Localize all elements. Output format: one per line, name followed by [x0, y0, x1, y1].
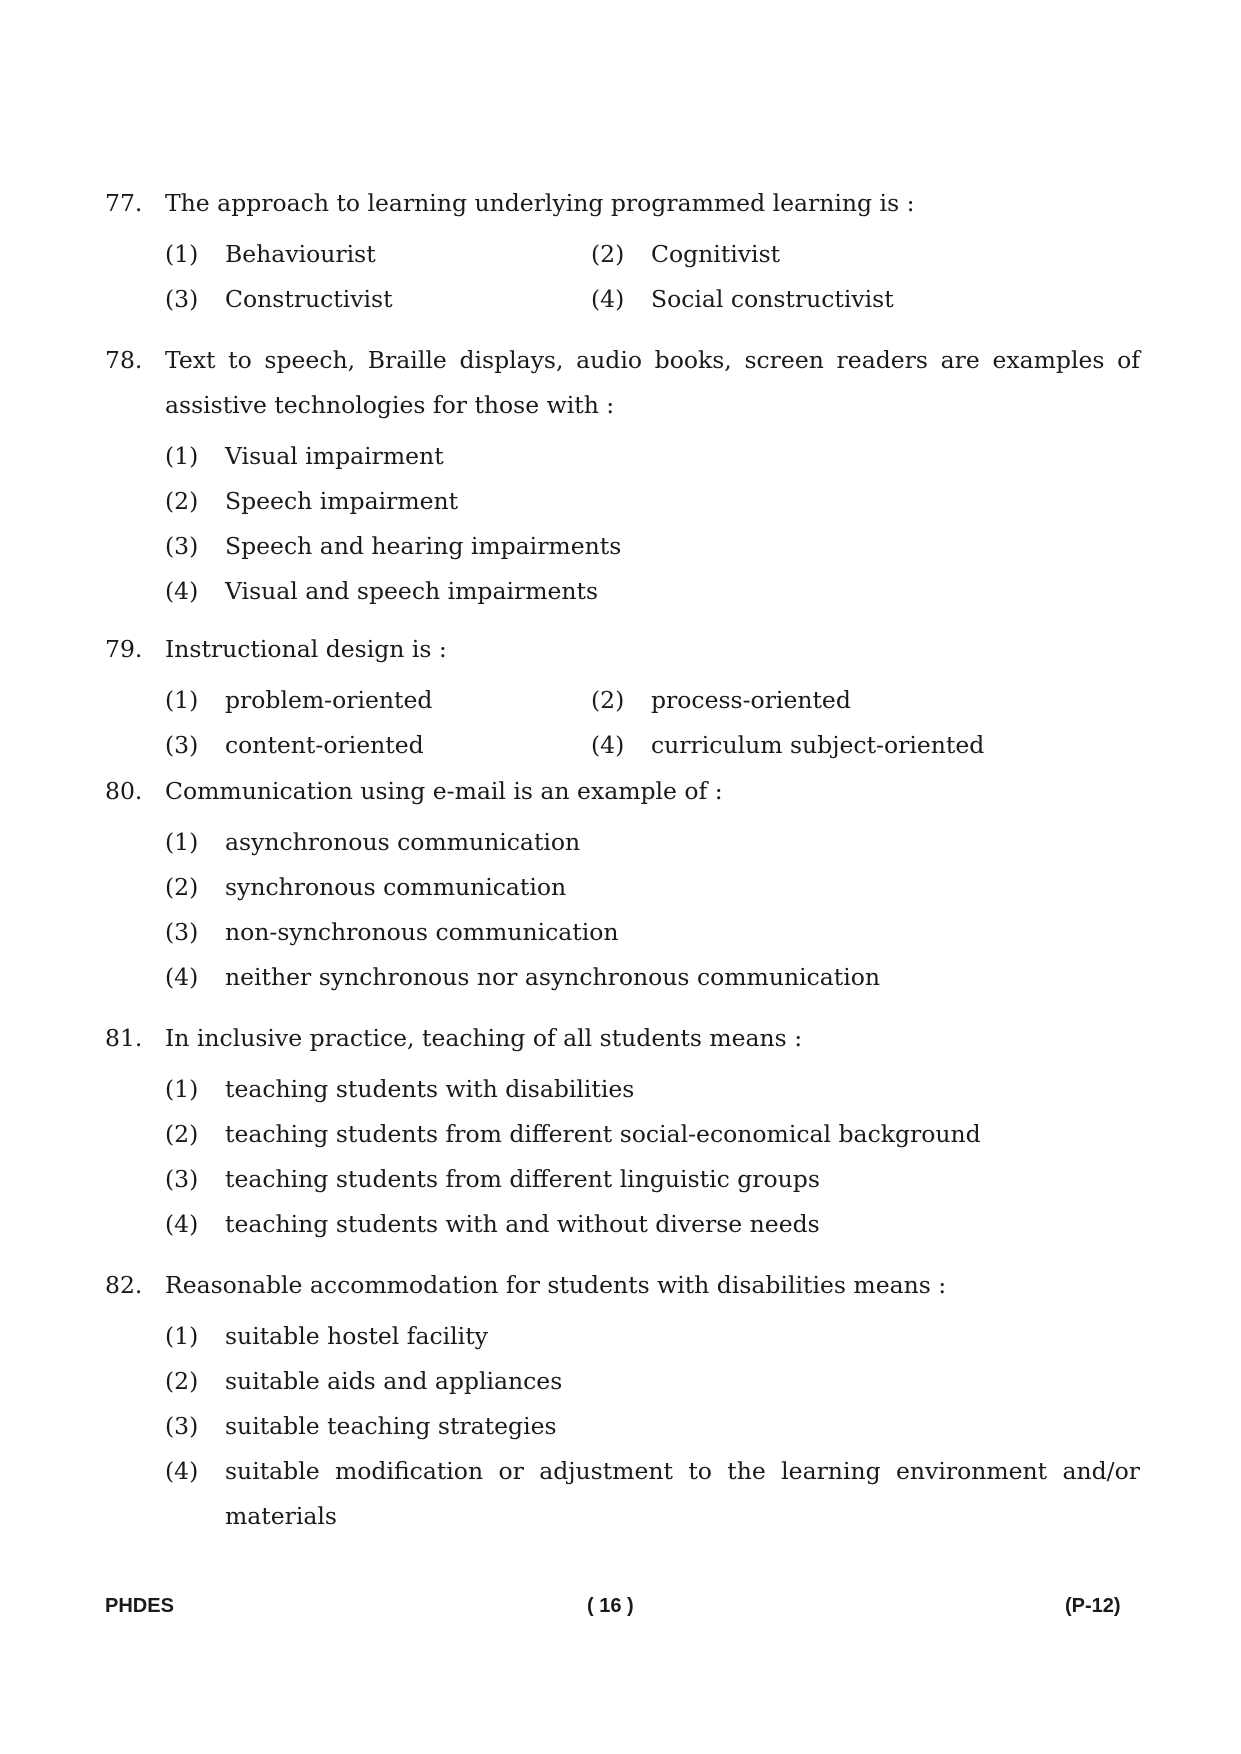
option-text: Cognitivist: [651, 240, 781, 268]
question-text: Instructional design is :: [165, 635, 447, 663]
option-text: non-synchronous communication: [225, 918, 619, 946]
option-text: Speech impairment: [225, 487, 459, 515]
question-80: [105, 769, 1140, 1000]
option-number: (4): [591, 285, 625, 313]
question-79: [105, 627, 1140, 768]
option-text: Visual impairment: [225, 442, 444, 470]
option-number: (3): [165, 532, 199, 560]
option-number: (2): [165, 1367, 199, 1395]
option-text: problem-oriented: [225, 686, 433, 714]
option-number: (2): [591, 686, 625, 714]
option-number: (1): [165, 828, 199, 856]
option-number: (3): [165, 1412, 199, 1440]
option-4: [165, 955, 1200, 1000]
question-number: 82.: [105, 1271, 143, 1299]
question-number: 78.: [105, 346, 143, 374]
option-number: (4): [165, 577, 199, 605]
option-number: (1): [165, 442, 199, 470]
option-number: (4): [165, 963, 199, 991]
question-78: [105, 338, 1140, 614]
option-number: (2): [591, 240, 625, 268]
question-77: [105, 181, 1140, 322]
option-text: suitable hostel facility: [225, 1322, 488, 1350]
option-4: [165, 1449, 1140, 1539]
option-3: [165, 524, 1200, 569]
option-2: [165, 865, 1200, 910]
question-number: 79.: [105, 635, 143, 663]
option-number: (2): [165, 873, 199, 901]
option-number: (3): [165, 1165, 199, 1193]
option-text: teaching students with disabilities: [225, 1075, 635, 1103]
option-text: suitable modification or adjustment to the learning environment and/or materials: [225, 1457, 1140, 1530]
option-text: Constructivist: [225, 285, 393, 313]
option-text: suitable aids and appliances: [225, 1367, 563, 1395]
option-2: [165, 1359, 1200, 1404]
option-number: (1): [165, 686, 199, 714]
question-number: 80.: [105, 777, 143, 805]
option-text: Behaviourist: [225, 240, 376, 268]
option-text: synchronous communication: [225, 873, 567, 901]
option-1: [165, 1067, 1200, 1112]
question-text: In inclusive practice, teaching of all students means :: [165, 1024, 803, 1052]
question-text: Reasonable accommodation for students with disabilities means :: [165, 1271, 947, 1299]
option-text: process-oriented: [651, 686, 851, 714]
option-text: neither synchronous nor asynchronous communication: [225, 963, 881, 991]
option-text: teaching students from different linguistic groups: [225, 1165, 820, 1193]
option-text: content-oriented: [225, 731, 424, 759]
option-number: (1): [165, 240, 199, 268]
option-text: teaching students from different social-economical background: [225, 1120, 981, 1148]
footer-page-number: ( 16 ): [587, 1595, 634, 1617]
options: [105, 1314, 1140, 1539]
option-number: (4): [165, 1210, 199, 1238]
option-text: teaching students with and without diverse needs: [225, 1210, 820, 1238]
question-text: Text to speech, Braille displays, audio books, screen readers are examples of assistive technologies for those with :: [165, 346, 1140, 419]
options: [105, 678, 1140, 768]
footer-right-code: (P-12): [1065, 1595, 1121, 1617]
question-number: 81.: [105, 1024, 143, 1052]
option-text: suitable teaching strategies: [225, 1412, 557, 1440]
options: [105, 434, 1140, 614]
option-text: Social constructivist: [651, 285, 894, 313]
option-4: [165, 569, 1200, 614]
option-2: [165, 1112, 1200, 1157]
option-number: (3): [165, 918, 199, 946]
option-number: (4): [165, 1457, 199, 1485]
option-2: [165, 479, 1200, 524]
question-text: Communication using e-mail is an example of :: [165, 777, 723, 805]
question-82: [105, 1263, 1140, 1539]
option-3: [165, 910, 1200, 955]
option-1: [165, 820, 1200, 865]
option-1: [165, 1314, 1200, 1359]
option-text: asynchronous communication: [225, 828, 581, 856]
question-number: 77.: [105, 189, 143, 217]
question-81: [105, 1016, 1140, 1247]
option-number: (2): [165, 487, 199, 515]
question-text: The approach to learning underlying programmed learning is :: [165, 189, 915, 217]
options: [105, 820, 1140, 1000]
options: [105, 1067, 1140, 1247]
option-number: (3): [165, 285, 199, 313]
options: [105, 232, 1140, 322]
option-3: [165, 1157, 1200, 1202]
option-text: curriculum subject-oriented: [651, 731, 985, 759]
footer-left-code: PHDES: [105, 1595, 174, 1617]
option-1: [165, 434, 1200, 479]
option-3: [165, 1404, 1200, 1449]
option-4: [165, 1202, 1200, 1247]
option-number: (4): [591, 731, 625, 759]
option-text: Visual and speech impairments: [225, 577, 599, 605]
option-text: Speech and hearing impairments: [225, 532, 622, 560]
option-number: (1): [165, 1075, 199, 1103]
option-number: (2): [165, 1120, 199, 1148]
option-number: (3): [165, 731, 199, 759]
option-number: (1): [165, 1322, 199, 1350]
